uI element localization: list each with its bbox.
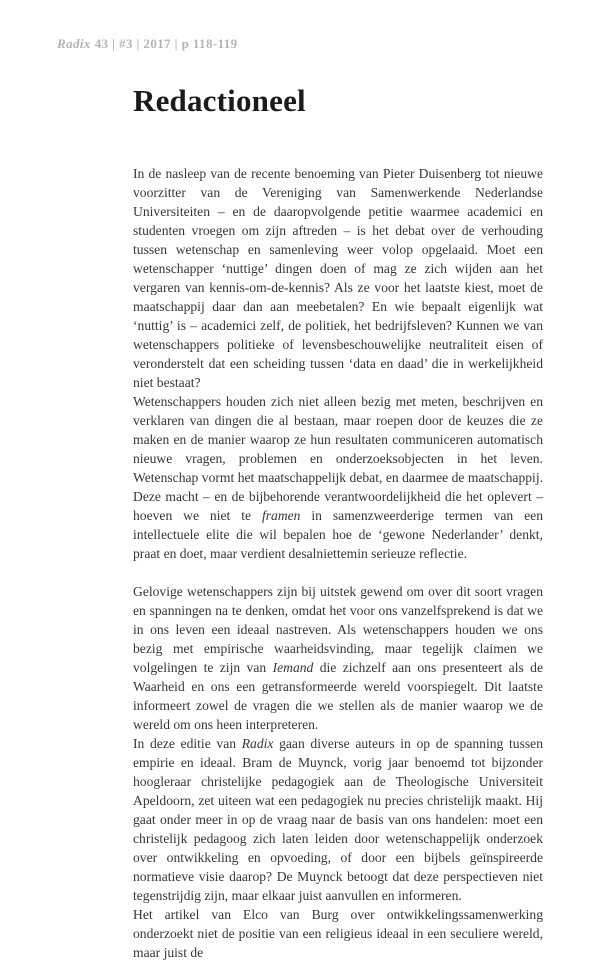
issue-info: 43 | #3 | 2017 | p 118-119	[94, 36, 238, 51]
paragraph	[133, 392, 543, 563]
journal-name: Radix	[57, 36, 91, 51]
text-run: In deze editie van	[133, 736, 242, 751]
text-run: gaan diverse auteurs in op de spanning tussen empirie en ideaal. Bram de Muynck, vorig jaar benoemd tot bijzonder hoogleraar christelijke pedagogiek aan de Theologische Universiteit Apeldoorn, zet uiteen wat een pedagogiek nu precies christelijk maakt. Hij gaat onder meer in op de vraag naar de basis van ons handelen: moet een christelijk pedagoog zich laten leiden door wetenschappelijk onderzoek over ontwikkeling en opvoeding, of door een bijbels geïnspireerde normatieve visie daarop? De Muynck betoogt dat deze perspectieven niet tegenstrijdig zijn, maar elkaar juist aanvullen en informeren.	[133, 736, 543, 903]
paragraph	[133, 582, 543, 734]
article-body	[133, 164, 543, 962]
text-run: Gelovige wetenschappers zijn bij uitstek gewend om over dit soort vragen en spanningen na te denken, omdat het voor ons vanzelfsprekend is dat we in ons leven een ideaal nastreven. Als wetenschappers houden we ons bezig met empirische waarheidsvinding, maar tegelijk claimen we volgelingen te zijn van	[133, 584, 543, 675]
page-title: Redactioneel	[133, 83, 306, 118]
paragraph	[133, 905, 543, 962]
text-run: Het artikel van Elco van Burg over ontwikkelingssamenwerking onderzoekt niet de positie van een religieus ideaal in een seculiere wereld, maar juist de	[133, 907, 543, 960]
running-header	[57, 36, 238, 52]
text-run: die zichzelf aan ons presenteert als de Waarheid en ons een getransformeerde wereld voorspiegelt. Dit laatste informeert zowel de vragen die we stellen als de manier waarop we de wereld om ons heen interpreteren.	[133, 660, 543, 732]
page-content	[133, 82, 543, 962]
text-run: In de nasleep van de recente benoeming van Pieter Duisenberg tot nieuwe voorzitter van de Vereniging van Samenwerkende Nederlandse Universiteiten – en de daaropvolgende petitie waarmee academici en studenten vroegen om zijn aftreden – is het debat over de verhouding tussen wetenschap en samenleving weer volop opgelaaid. Moet een wetenschapper ‘nuttige’ dingen doen of mag ze zich wijden aan het vergaren van kennis-om-de-kennis? Als ze voor het laatste kiest, moet de maatschappij daar dan aan meebetalen? En wie bepaalt eigenlijk wat ‘nuttig’ is – academici zelf, de politiek, het bedrijfsleven? Kunnen we van wetenschappers politieke of levensbeschouwelijke neutraliteit eisen of veronderstelt dat een scheiding tussen ‘data en daad’ die in werkelijkheid niet bestaat?	[133, 166, 543, 390]
paragraph	[133, 164, 543, 392]
italic-text-run: framen	[261, 508, 301, 523]
text-run: Wetenschappers houden zich niet alleen bezig met meten, beschrijven en verklaren van dingen die al bestaan, maar roepen door de keuzes die ze maken en de manier waarop ze hun resultaten communiceren automatisch nieuwe vragen, problemen en onderzoeksobjecten in het leven. Wetenschap vormt het maatschappelijk debat, en daarmee de maatschappij. Deze macht – en de bijbehorende verantwoordelijkheid die het oplevert – hoeven we niet te	[133, 394, 543, 523]
text-run: in samenzweerderige termen van een intellectuele elite die wil bepalen hoe de ‘gewone Nederlander’ denkt, praat en doet, maar verdient desalniettemin serieuze reflectie.	[133, 508, 543, 561]
italic-text-run: Radix	[241, 736, 274, 751]
paragraph	[133, 734, 543, 905]
italic-text-run: Iemand	[272, 660, 314, 675]
